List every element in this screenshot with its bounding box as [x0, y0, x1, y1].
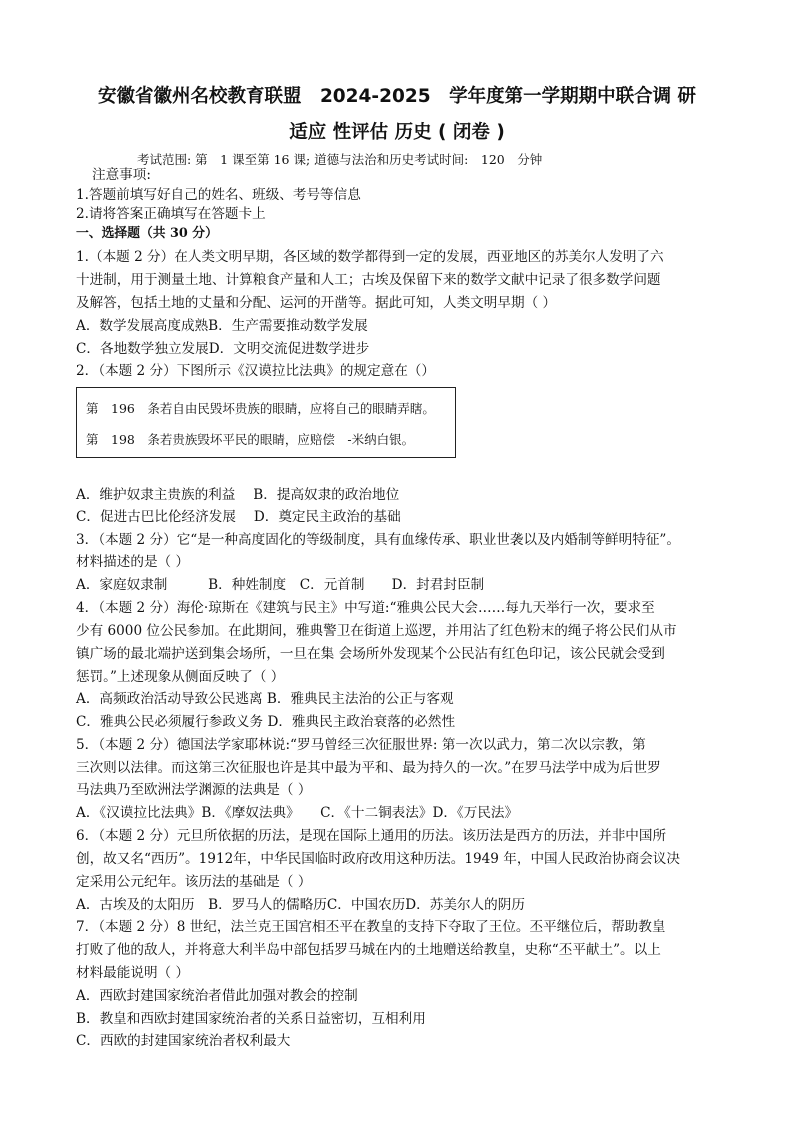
question-text: 惩罚。”上述现象从侧面反映了（ ）	[76, 669, 285, 685]
question-text: 材料最能说明（ ）	[76, 965, 190, 981]
question-text: 三次则以法律。而这第三次征服也许是其中最为平和、最为持久的一次。”在罗马法学中成为后世罗	[76, 760, 661, 776]
question-text: 2．（本题 2 分）下图所示《汉谟拉比法典》的规定意在（）	[76, 363, 435, 379]
option-line: C．雅典公民必须履行参政义务 D．雅典民主政治衰落的必然性	[76, 714, 456, 730]
option-line: C．促进古巴比伦经济发展 D．奠定民主政治的基础	[76, 509, 401, 525]
option-line: B．教皇和西欧封建国家统治者的关系日益密切，互相利用	[76, 1011, 426, 1027]
question-text: 3．（本题 2 分）它“是一种高度固化的等级制度，具有血缘传承、职业世袭以及内婚制等鲜明特征”。	[76, 532, 680, 548]
exam-title-line2: 适应 性评估 历史 ( 闭卷 )	[289, 122, 505, 143]
option-line: A．数学发展高度成熟B．生产需要推动数学发展	[76, 318, 368, 334]
option-line: A．家庭奴隶制 B．种姓制度 C．元首制 D．封君封臣制	[76, 577, 485, 593]
option-line: C．西欧的封建国家统治者权利最大	[76, 1033, 291, 1049]
question-text: 十进制，用于测量土地、计算粮食产量和人工；古埃及保留下来的数学文献中记录了很多数学问题	[76, 272, 661, 288]
option-line: A．《汉谟拉比法典》B．《摩奴法典》 C．《十二铜表法》D．《万民法》	[76, 805, 519, 821]
question-text: 5．（本题 2 分）德国法学家耶林说:“罗马曾经三次征服世界: 第一次以武力，第二次以宗教，第	[76, 737, 646, 753]
exam-info: 考试范围: 第 1 课至第 16 课; 道德与法治和历史考试时间: 120 分钟	[137, 152, 543, 167]
question-text: 镇广场的最北端护送到集会场所，一旦在集 会场所外发现某个公民沾有红色印记，该公民就会受到	[76, 646, 665, 662]
option-line: A．西欧封建国家统治者借此加强对教会的控制	[76, 988, 358, 1004]
question-text: 定采用公元纪年。该历法的基础是（ ）	[76, 874, 312, 890]
law-excerpt-box	[76, 387, 456, 458]
question-text: 7．（本题 2 分）8 世纪，法兰克王国宫相丕平在教皇的支持下夺取了王位。丕平继位后，帮助教皇	[76, 919, 666, 935]
notes-heading: 注意事项:	[92, 167, 151, 183]
law-article: 第 198 条若贵族毁坏平民的眼睛，应赔偿 -米纳白银。	[86, 432, 415, 447]
exam-title-line1: 安徽省徽州名校教育联盟 2024-2025 学年度第一学期期中联合调 研	[97, 86, 697, 107]
question-text: 打败了他的敌人，并将意大利半岛中部包括罗马城在内的土地赠送给教皇，史称“丕平献土”。以上	[76, 942, 661, 958]
question-text: 4．（本题 2 分）海伦·琼斯在《建筑与民主》中写道:“雅典公民大会……每九天举行一次，要求至	[76, 600, 655, 616]
option-line: A．维护奴隶主贵族的利益 B．提高奴隶的政治地位	[76, 487, 400, 503]
question-text: 6．（本题 2 分）元旦所依据的历法，是现在国际上通用的历法。该历法是西方的历法，并非中国所	[76, 828, 667, 844]
note-item: 1.答题前填写好自己的姓名、班级、考号等信息	[76, 187, 361, 203]
question-text: 马法典乃至欧洲法学渊源的法典是（ ）	[76, 782, 312, 798]
question-text: 及解答，包括土地的丈量和分配、运河的开凿等。据此可知，人类文明早期（ ）	[76, 295, 557, 311]
question-text: 创，故又名“西历”。1912年，中华民国临时政府改用这种历法。1949 年，中国人民政治协商会议决	[76, 851, 680, 867]
question-text: 材料描述的是（ ）	[76, 554, 190, 570]
law-article: 第 196 条若自由民毁坏贵族的眼睛，应将自己的眼睛弄瞎。	[86, 401, 435, 416]
option-line: A．古埃及的太阳历 B．罗马人的儒略历C．中国农历D．苏美尔人的阴历	[76, 897, 525, 913]
section-title: 一、选择题（共 30 分）	[76, 226, 218, 241]
option-line: C．各地数学独立发展D．文明交流促进数学进步	[76, 341, 370, 357]
question-text: 1.（本题 2 分）在人类文明早期，各区域的数学都得到一定的发展，西亚地区的苏美尔人发明了六	[76, 249, 664, 265]
option-line: A．高频政治活动导致公民逃离 B．雅典民主法治的公正与客观	[76, 691, 454, 707]
question-text: 少有 6000 位公民参加。在此期间，雅典警卫在街道上巡逻，并用沾了红色粉末的绳子将公民们从市	[76, 623, 677, 639]
note-item: 2.请将答案正确填写在答题卡上	[76, 206, 266, 222]
